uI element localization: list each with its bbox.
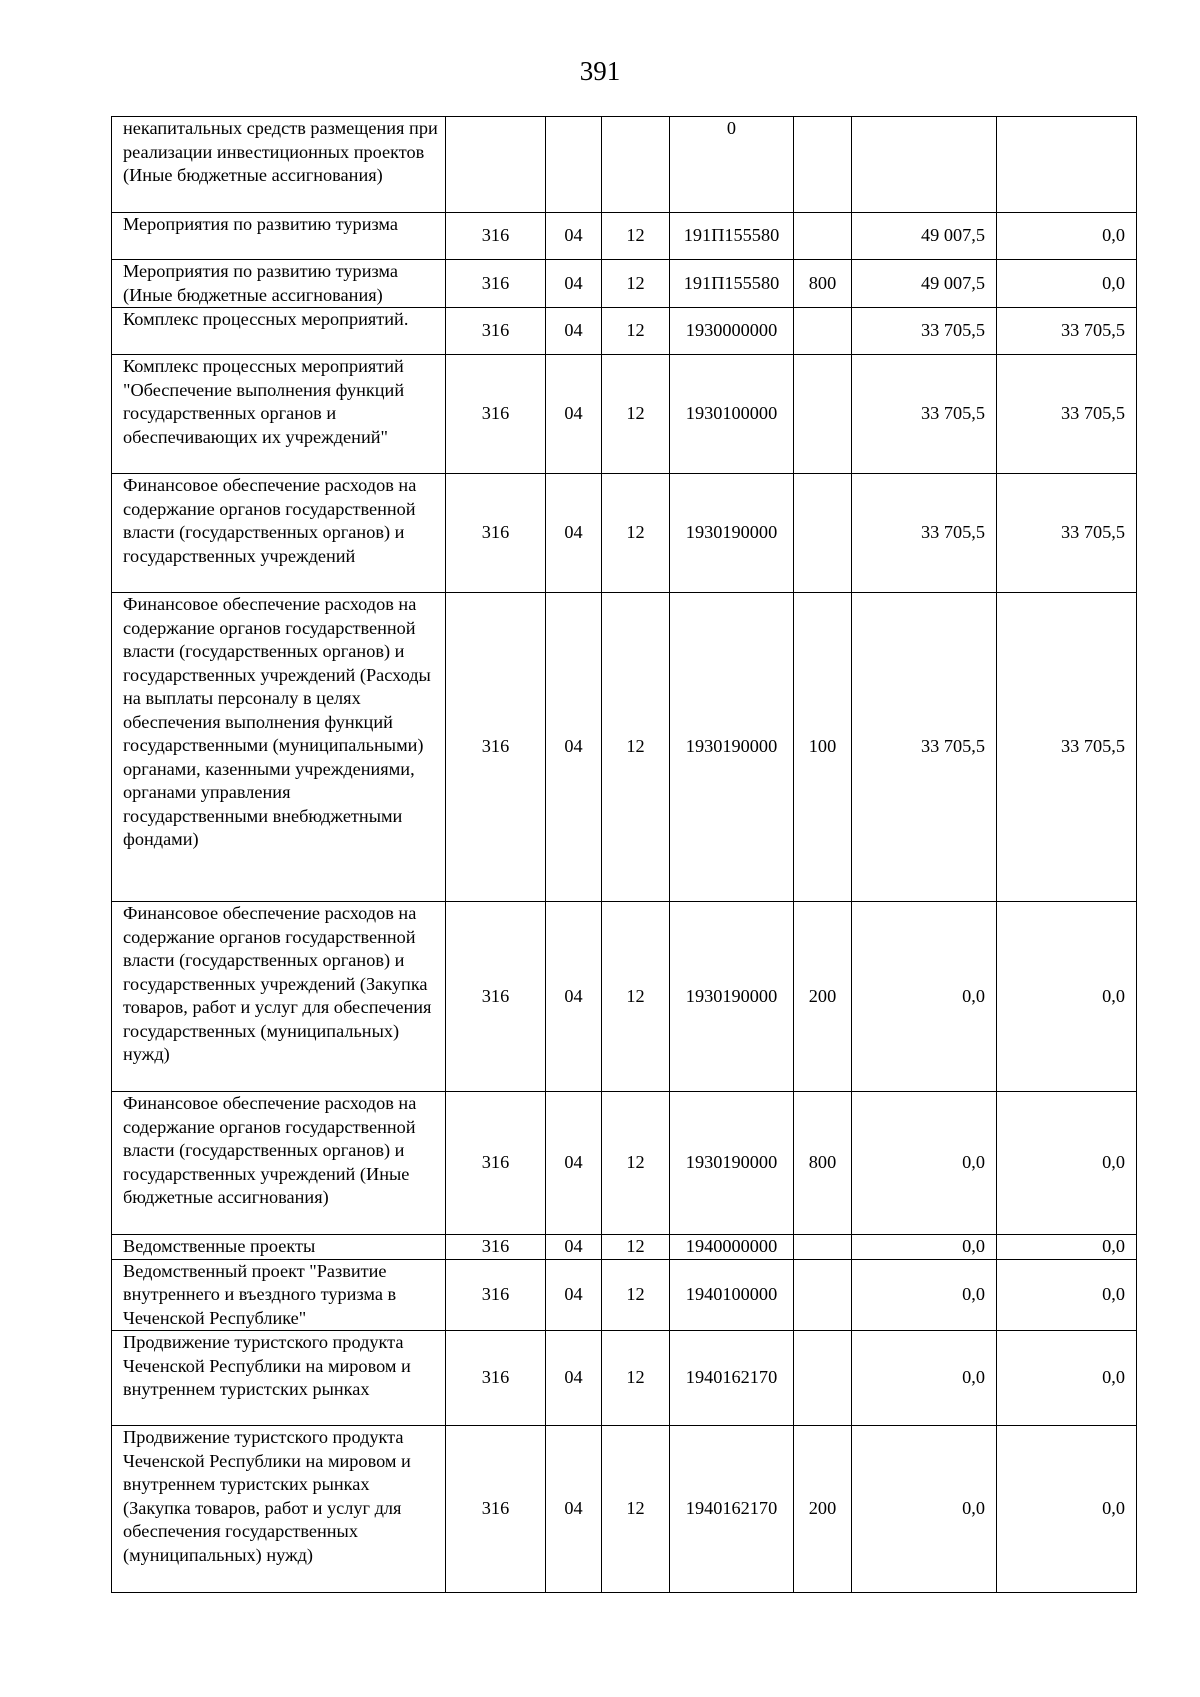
row-name: Продвижение туристского продукта Чеченской Республики на мировом и внутреннем туристских рынках [112, 1331, 446, 1426]
cell-target-article: 191П155580 [670, 260, 794, 308]
cell-grbs: 316 [446, 1235, 546, 1260]
cell-amount-1: 0,0 [852, 902, 997, 1092]
cell-expense-type: 800 [794, 1092, 852, 1235]
cell-amount-1: 33 705,5 [852, 308, 997, 355]
cell-expense-type: 800 [794, 260, 852, 308]
table-body [112, 117, 1137, 1593]
cell-target-article: 191П155580 [670, 213, 794, 260]
cell-section [546, 117, 602, 213]
table-row [112, 308, 1137, 355]
cell-amount-2: 0,0 [997, 1259, 1137, 1331]
cell-section: 04 [546, 902, 602, 1092]
row-name: Финансовое обеспечение расходов на содержание органов государственной власти (государственных органов) и государственных учреждений (Расходы на выплаты персоналу в целях обеспечения выполнения функций государственными (муниципальными) органами, казенными учреждениями, органами управления государственными внебюджетными фондами) [112, 593, 446, 902]
row-name: Ведомственные проекты [112, 1235, 446, 1260]
cell-amount-1 [852, 117, 997, 213]
table-row [112, 1235, 1137, 1260]
table-row [112, 593, 1137, 902]
cell-target-article: 1930100000 [670, 355, 794, 474]
cell-amount-2: 0,0 [997, 1235, 1137, 1260]
cell-subsection: 12 [602, 1426, 670, 1593]
cell-target-article: 0 [670, 117, 794, 213]
cell-section: 04 [546, 593, 602, 902]
cell-section: 04 [546, 213, 602, 260]
cell-target-article: 1940100000 [670, 1259, 794, 1331]
cell-grbs: 316 [446, 593, 546, 902]
cell-grbs: 316 [446, 260, 546, 308]
cell-subsection: 12 [602, 1331, 670, 1426]
cell-grbs: 316 [446, 1092, 546, 1235]
cell-subsection: 12 [602, 308, 670, 355]
row-name: некапитальных средств размещения при реализации инвестиционных проектов (Иные бюджетные ассигнования) [112, 117, 446, 213]
cell-grbs: 316 [446, 1331, 546, 1426]
cell-section: 04 [546, 308, 602, 355]
cell-grbs: 316 [446, 474, 546, 593]
budget-table [111, 116, 1137, 1593]
cell-amount-2: 0,0 [997, 902, 1137, 1092]
table-row [112, 1259, 1137, 1331]
cell-amount-1: 0,0 [852, 1259, 997, 1331]
cell-expense-type [794, 117, 852, 213]
cell-amount-1: 33 705,5 [852, 355, 997, 474]
cell-section: 04 [546, 355, 602, 474]
cell-amount-2: 33 705,5 [997, 308, 1137, 355]
table-row [112, 1331, 1137, 1426]
row-name: Комплекс процессных мероприятий "Обеспечение выполнения функций государственных органов и обеспечивающих их учреждений" [112, 355, 446, 474]
cell-amount-1: 0,0 [852, 1331, 997, 1426]
cell-target-article: 1930190000 [670, 902, 794, 1092]
row-name: Мероприятия по развитию туризма (Иные бюджетные ассигнования) [112, 260, 446, 308]
cell-amount-2 [997, 117, 1137, 213]
cell-section: 04 [546, 474, 602, 593]
cell-amount-1: 33 705,5 [852, 593, 997, 902]
table-row [112, 1092, 1137, 1235]
table-row [112, 1426, 1137, 1593]
table-row [112, 355, 1137, 474]
page-number: 391 [579, 56, 621, 86]
cell-subsection: 12 [602, 355, 670, 474]
row-name: Мероприятия по развитию туризма [112, 213, 446, 260]
cell-grbs: 316 [446, 1259, 546, 1331]
cell-subsection: 12 [602, 593, 670, 902]
cell-expense-type [794, 474, 852, 593]
cell-amount-1: 33 705,5 [852, 474, 997, 593]
cell-section: 04 [546, 1259, 602, 1331]
cell-amount-2: 0,0 [997, 213, 1137, 260]
cell-expense-type [794, 355, 852, 474]
cell-amount-2: 0,0 [997, 260, 1137, 308]
cell-amount-1: 49 007,5 [852, 260, 997, 308]
cell-subsection: 12 [602, 1259, 670, 1331]
cell-amount-2: 0,0 [997, 1426, 1137, 1593]
cell-subsection: 12 [602, 213, 670, 260]
cell-expense-type: 200 [794, 1426, 852, 1593]
cell-amount-2: 0,0 [997, 1331, 1137, 1426]
cell-grbs [446, 117, 546, 213]
cell-amount-1: 0,0 [852, 1235, 997, 1260]
cell-subsection: 12 [602, 1235, 670, 1260]
cell-amount-2: 0,0 [997, 1092, 1137, 1235]
cell-expense-type [794, 1259, 852, 1331]
cell-target-article: 1930190000 [670, 593, 794, 902]
cell-expense-type [794, 1235, 852, 1260]
cell-section: 04 [546, 1331, 602, 1426]
cell-expense-type: 200 [794, 902, 852, 1092]
cell-amount-2: 33 705,5 [997, 593, 1137, 902]
cell-expense-type [794, 308, 852, 355]
cell-grbs: 316 [446, 1426, 546, 1593]
table-row [112, 474, 1137, 593]
table-row [112, 117, 1137, 213]
cell-subsection: 12 [602, 902, 670, 1092]
row-name: Финансовое обеспечение расходов на содержание органов государственной власти (государственных органов) и государственных учреждений [112, 474, 446, 593]
cell-grbs: 316 [446, 308, 546, 355]
cell-amount-1: 0,0 [852, 1426, 997, 1593]
table-row [112, 213, 1137, 260]
cell-grbs: 316 [446, 355, 546, 474]
cell-subsection: 12 [602, 260, 670, 308]
cell-target-article: 1930190000 [670, 1092, 794, 1235]
cell-section: 04 [546, 1426, 602, 1593]
cell-target-article: 1940162170 [670, 1426, 794, 1593]
row-name: Комплекс процессных мероприятий. [112, 308, 446, 355]
cell-subsection: 12 [602, 474, 670, 593]
cell-grbs: 316 [446, 213, 546, 260]
cell-target-article: 1930190000 [670, 474, 794, 593]
cell-target-article: 1930000000 [670, 308, 794, 355]
cell-amount-1: 0,0 [852, 1092, 997, 1235]
cell-amount-1: 49 007,5 [852, 213, 997, 260]
cell-target-article: 1940000000 [670, 1235, 794, 1260]
cell-expense-type: 100 [794, 593, 852, 902]
cell-grbs: 316 [446, 902, 546, 1092]
cell-expense-type [794, 1331, 852, 1426]
cell-amount-2: 33 705,5 [997, 355, 1137, 474]
cell-section: 04 [546, 1235, 602, 1260]
cell-amount-2: 33 705,5 [997, 474, 1137, 593]
row-name: Финансовое обеспечение расходов на содержание органов государственной власти (государственных органов) и государственных учреждений (Иные бюджетные ассигнования) [112, 1092, 446, 1235]
cell-subsection [602, 117, 670, 213]
row-name: Продвижение туристского продукта Чеченской Республики на мировом и внутреннем туристских рынках (Закупка товаров, работ и услуг для обеспечения государственных (муниципальных) нужд) [112, 1426, 446, 1593]
cell-expense-type [794, 213, 852, 260]
row-name: Ведомственный проект "Развитие внутреннего и въездного туризма в Чеченской Республике" [112, 1259, 446, 1331]
cell-section: 04 [546, 260, 602, 308]
cell-subsection: 12 [602, 1092, 670, 1235]
table-row [112, 260, 1137, 308]
cell-target-article: 1940162170 [670, 1331, 794, 1426]
row-name: Финансовое обеспечение расходов на содержание органов государственной власти (государственных органов) и государственных учреждений (Закупка товаров, работ и услуг для обеспечения государственных (муниципальных) нужд) [112, 902, 446, 1092]
cell-section: 04 [546, 1092, 602, 1235]
table-row [112, 902, 1137, 1092]
